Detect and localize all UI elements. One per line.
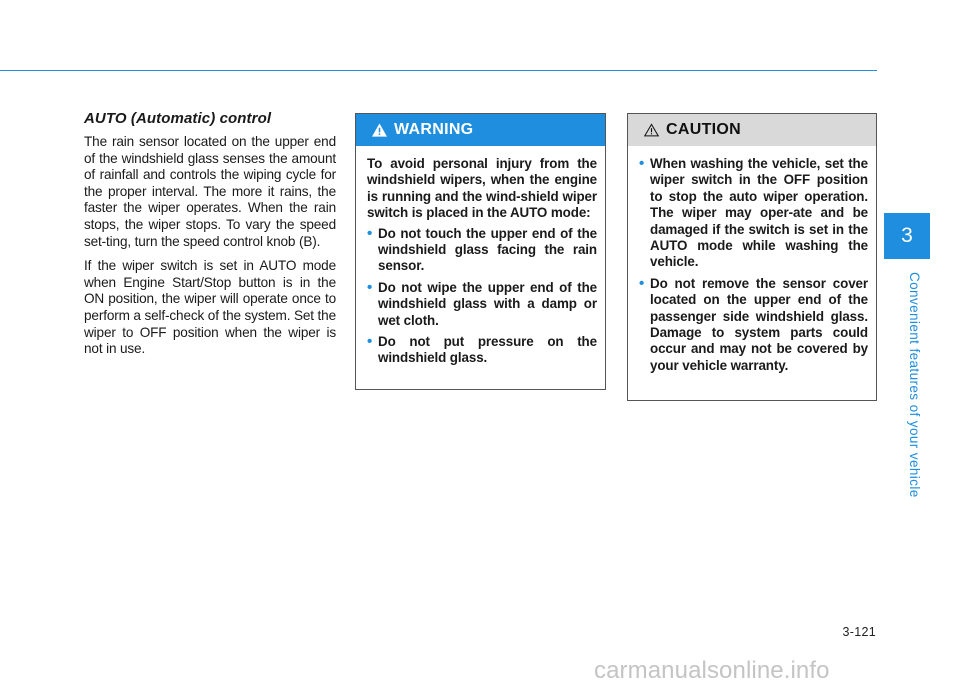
header-rule: [0, 70, 877, 71]
caution-item: • Do not remove the sensor cover located on the upper end of the passenger side windshield glass. Damage to system parts could occur and may not be covered by your vehicle warranty.: [639, 274, 868, 373]
warning-item: • Do not wipe the upper end of the windshield glass with a damp or wet cloth.: [367, 278, 597, 328]
bullet-icon: •: [639, 155, 645, 172]
warning-body: [356, 146, 605, 367]
bullet-icon: •: [639, 274, 645, 292]
bullet-icon: •: [367, 224, 373, 242]
caution-box: [627, 113, 877, 401]
caution-list: [639, 156, 868, 374]
warning-intro: To avoid personal injury from the windshield wipers, when the engine is running and the wind-shield wiper switch is placed in the AUTO mode:: [367, 156, 597, 221]
caution-item: • When washing the vehicle, set the wiper switch in the OFF position to stop the auto wiper operation. The wiper may oper-ate and be damaged if the switch is set in the AUTO mode while washing the vehicle.: [639, 155, 868, 270]
chapter-tab: 3: [884, 213, 930, 259]
warning-box: [355, 113, 606, 390]
page-number: 3-121: [842, 625, 876, 639]
bullet-icon: •: [367, 278, 373, 296]
caution-body: [628, 146, 876, 374]
caution-header: [628, 114, 876, 146]
chapter-title: Convenient features of your vehicle: [907, 272, 922, 498]
warning-header: [356, 114, 605, 146]
caution-triangle-icon: [644, 123, 659, 137]
watermark: carmanualsonline.info: [594, 657, 830, 684]
body-paragraph: If the wiper switch is set in AUTO mode when Engine Start/Stop button is in the ON position, the wiper will operate once to perform a self-check of the system. Set the wiper to OFF position when the wiper is not in use.: [84, 258, 336, 357]
warning-triangle-icon: [372, 123, 387, 137]
content-column: [84, 110, 336, 366]
caution-label: CAUTION: [666, 121, 741, 138]
body-paragraph: The rain sensor located on the upper end of the windshield glass senses the amount of rainfall and controls the wiping cycle for the proper interval. The more it rains, the faster the wiper operates. When the rain stops, the wiper stops. To vary the speed set-ting, turn the speed control knob (B).: [84, 134, 336, 249]
warning-item: • Do not touch the upper end of the windshield glass facing the rain sensor.: [367, 224, 597, 274]
section-title: AUTO (Automatic) control: [84, 110, 272, 127]
warning-item: • Do not put pressure on the windshield glass.: [367, 333, 597, 366]
warning-list: [367, 226, 597, 367]
bullet-icon: •: [367, 333, 373, 351]
warning-label: WARNING: [394, 121, 474, 138]
